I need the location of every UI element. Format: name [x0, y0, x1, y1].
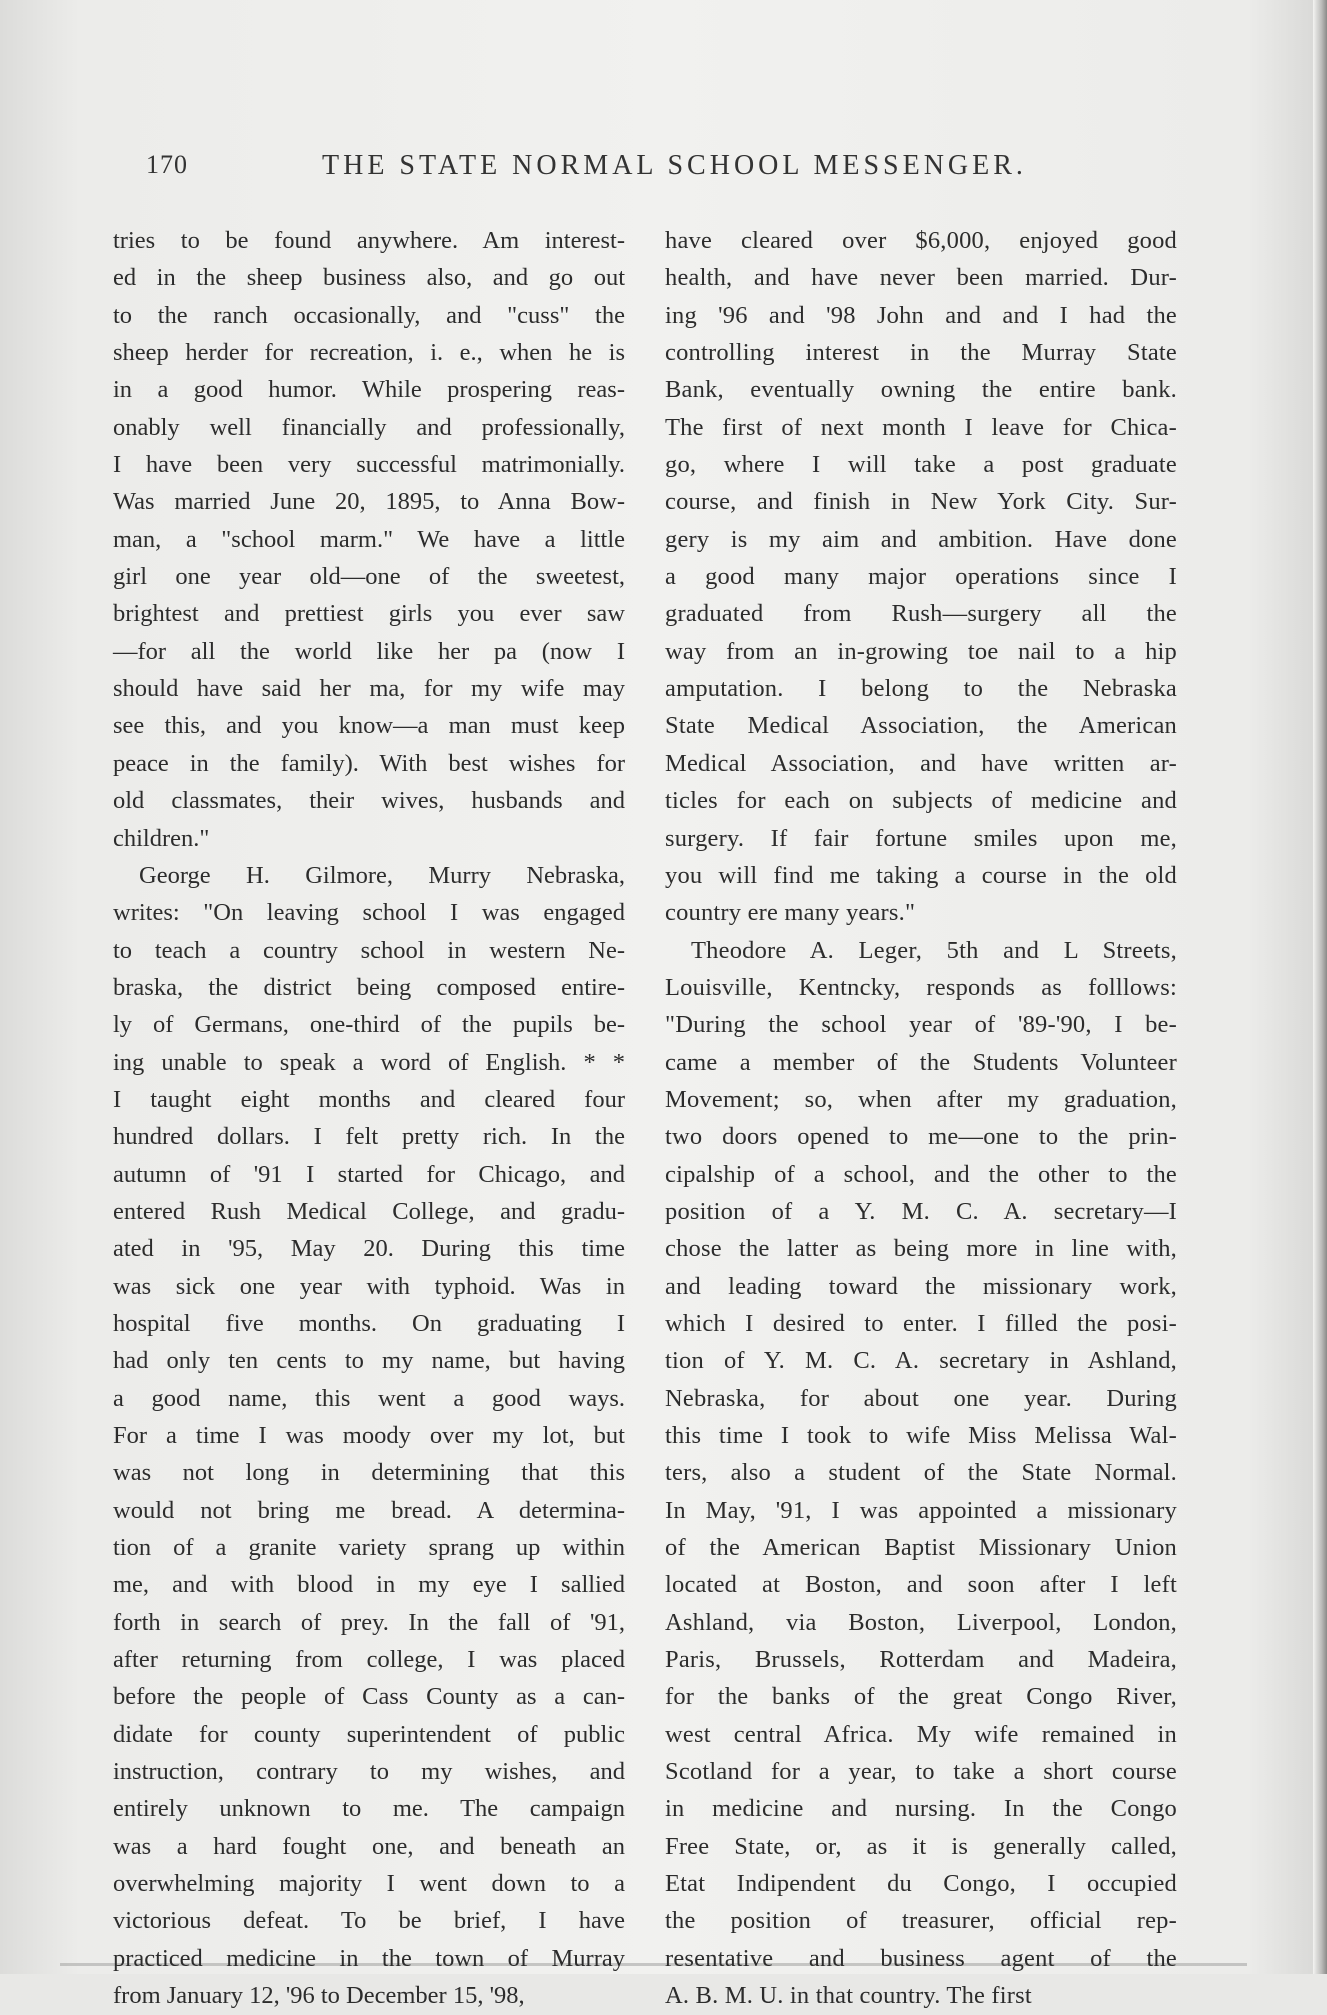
- text-line: Nebraska, for about one year. During: [665, 1384, 1177, 1412]
- text-line: I have been very successful matrimonially.: [113, 451, 625, 479]
- text-line: A. B. M. U. in that country. The first: [665, 1982, 1032, 2010]
- text-line: course, and finish in New York City. Sur-: [665, 488, 1177, 516]
- text-line: came a member of the Students Volunteer: [665, 1048, 1177, 1076]
- text-line: instruction, contrary to my wishes, and: [113, 1758, 625, 1786]
- text-line: health, and have never been married. Dur-: [665, 264, 1177, 292]
- text-line: tion of a granite variety sprang up within: [113, 1534, 625, 1562]
- left-text-column: [113, 222, 625, 2015]
- text-line: I taught eight months and cleared four: [113, 1085, 625, 1113]
- text-line: sheep herder for recreation, i. e., when he is: [113, 339, 625, 367]
- text-line: entirely unknown to me. The campaign: [113, 1795, 625, 1823]
- text-line: children.": [113, 824, 210, 852]
- text-line: man, a "school marm." We have a little: [113, 525, 625, 553]
- text-line: after returning from college, I was placed: [113, 1646, 625, 1674]
- text-line: controlling interest in the Murray State: [665, 339, 1177, 367]
- page-header: [0, 150, 1327, 190]
- text-line: graduated from Rush—surgery all the: [665, 600, 1177, 628]
- text-line: Theodore A. Leger, 5th and L Streets,: [691, 936, 1177, 964]
- text-line: me, and with blood in my eye I sallied: [113, 1571, 625, 1599]
- text-line: girl one year old—one of the sweetest,: [113, 563, 625, 591]
- text-line: should have said her ma, for my wife may: [113, 675, 625, 703]
- text-line: brightest and prettiest girls you ever saw: [113, 600, 625, 628]
- text-line: hospital five months. On graduating I: [113, 1309, 625, 1337]
- text-line: before the people of Cass County as a can-: [113, 1683, 625, 1711]
- text-line: braska, the district being composed entire-: [113, 973, 625, 1001]
- text-line: west central Africa. My wife remained in: [665, 1720, 1177, 1748]
- text-line: Ashland, via Boston, Liverpool, London,: [665, 1608, 1177, 1636]
- text-line: in a good humor. While prospering reas-: [113, 376, 625, 404]
- text-line: Was married June 20, 1895, to Anna Bow-: [113, 488, 625, 516]
- text-line: was sick one year with typhoid. Was in: [113, 1272, 625, 1300]
- text-line: Scotland for a year, to take a short course: [665, 1758, 1177, 1786]
- text-line: and leading toward the missionary work,: [665, 1272, 1177, 1300]
- text-line: from January 12, '96 to December 15, '98,: [113, 1982, 525, 2010]
- text-line: was not long in determining that this: [113, 1459, 625, 1487]
- text-line: ed in the sheep business also, and go out: [113, 264, 625, 292]
- text-line: Louisville, Kentncky, responds as folllows:: [665, 973, 1177, 1001]
- text-line: to the ranch occasionally, and "cuss" the: [113, 301, 625, 329]
- text-line: ly of Germans, one-third of the pupils be-: [113, 1011, 625, 1039]
- text-line: gery is my aim and ambition. Have done: [665, 525, 1177, 553]
- text-line: —for all the world like her pa (now I: [113, 637, 625, 665]
- text-line: entered Rush Medical College, and gradu-: [113, 1197, 625, 1225]
- text-line: peace in the family). With best wishes for: [113, 749, 625, 777]
- text-line: State Medical Association, the American: [665, 712, 1177, 740]
- text-line: amputation. I belong to the Nebraska: [665, 675, 1177, 703]
- text-line: of the American Baptist Missionary Union: [665, 1534, 1177, 1562]
- text-line: for the banks of the great Congo River,: [665, 1683, 1177, 1711]
- text-line: chose the latter as being more in line with,: [665, 1235, 1177, 1263]
- text-line: have cleared over $6,000, enjoyed good: [665, 227, 1177, 254]
- text-line: Medical Association, and have written ar-: [665, 749, 1177, 777]
- text-line: Free State, or, as it is generally called,: [665, 1832, 1177, 1860]
- right-text-column: [665, 222, 1177, 2015]
- text-line: didate for county superintendent of public: [113, 1720, 625, 1748]
- text-line: Movement; so, when after my graduation,: [665, 1085, 1177, 1113]
- text-line: two doors opened to me—one to the prin-: [665, 1123, 1177, 1151]
- text-line: old classmates, their wives, husbands and: [113, 787, 625, 815]
- text-line: hundred dollars. I felt pretty rich. In the: [113, 1123, 625, 1151]
- text-line: located at Boston, and soon after I left: [665, 1571, 1177, 1599]
- text-line: a good many major operations since I: [665, 563, 1177, 591]
- text-line: Bank, eventually owning the entire bank.: [665, 376, 1177, 404]
- text-line: Paris, Brussels, Rotterdam and Madeira,: [665, 1646, 1177, 1674]
- text-line: surgery. If fair fortune smiles upon me,: [665, 824, 1177, 852]
- page-number: 170: [146, 150, 188, 179]
- text-line: ing unable to speak a word of English. * *: [113, 1048, 625, 1076]
- text-line: resentative and business agent of the: [665, 1944, 1177, 1972]
- text-line: onably well financially and professionally,: [113, 413, 625, 441]
- text-line: overwhelming majority I went down to a: [113, 1870, 625, 1898]
- page-edge-shadow: [1313, 0, 1327, 1974]
- text-line: had only ten cents to my name, but having: [113, 1347, 625, 1375]
- text-line: see this, and you know—a man must keep: [113, 712, 625, 740]
- text-line: writes: "On leaving school I was engaged: [113, 899, 625, 927]
- text-line: practiced medicine in the town of Murray: [113, 1944, 625, 1972]
- text-line: Etat Indipendent du Congo, I occupied: [665, 1870, 1177, 1898]
- text-line: this time I took to wife Miss Melissa Wal-: [665, 1422, 1177, 1449]
- text-line: "During the school year of '89-'90, I be-: [665, 1011, 1177, 1039]
- running-title: THE STATE NORMAL SCHOOL MESSENGER.: [322, 150, 1027, 181]
- text-line: In May, '91, I was appointed a missionary: [665, 1496, 1177, 1524]
- text-line: position of a Y. M. C. A. secretary—I: [665, 1197, 1177, 1225]
- text-line: way from an in-growing toe nail to a hip: [665, 637, 1177, 665]
- text-line: ters, also a student of the State Normal.: [665, 1459, 1177, 1487]
- text-line: would not bring me bread. A determina-: [113, 1496, 625, 1524]
- text-line: ated in '95, May 20. During this time: [113, 1235, 625, 1263]
- text-line: For a time I was moody over my lot, but: [113, 1422, 625, 1449]
- text-line: to teach a country school in western Ne-: [113, 936, 625, 964]
- text-line: you will find me taking a course in the old: [665, 861, 1177, 889]
- text-line: autumn of '91 I started for Chicago, and: [113, 1160, 625, 1188]
- text-line: cipalship of a school, and the other to the: [665, 1160, 1177, 1188]
- text-line: forth in search of prey. In the fall of '91,: [113, 1608, 625, 1636]
- text-line: ticles for each on subjects of medicine and: [665, 787, 1177, 815]
- text-line: George H. Gilmore, Murry Nebraska,: [139, 861, 625, 889]
- text-line: ing '96 and '98 John and and I had the: [665, 301, 1177, 329]
- text-line: tries to be found anywhere. Am interest-: [113, 227, 625, 254]
- text-line: The first of next month I leave for Chica-: [665, 413, 1177, 441]
- text-line: country ere many years.": [665, 899, 916, 927]
- text-line: tion of Y. M. C. A. secretary in Ashland,: [665, 1347, 1177, 1375]
- text-line: go, where I will take a post graduate: [665, 451, 1177, 479]
- text-line: victorious defeat. To be brief, I have: [113, 1907, 625, 1935]
- text-line: which I desired to enter. I filled the posi-: [665, 1309, 1177, 1337]
- text-line: a good name, this went a good ways.: [113, 1384, 625, 1412]
- text-line: in medicine and nursing. In the Congo: [665, 1795, 1177, 1823]
- text-line: the position of treasurer, official rep-: [665, 1907, 1177, 1935]
- text-line: was a hard fought one, and beneath an: [113, 1832, 625, 1860]
